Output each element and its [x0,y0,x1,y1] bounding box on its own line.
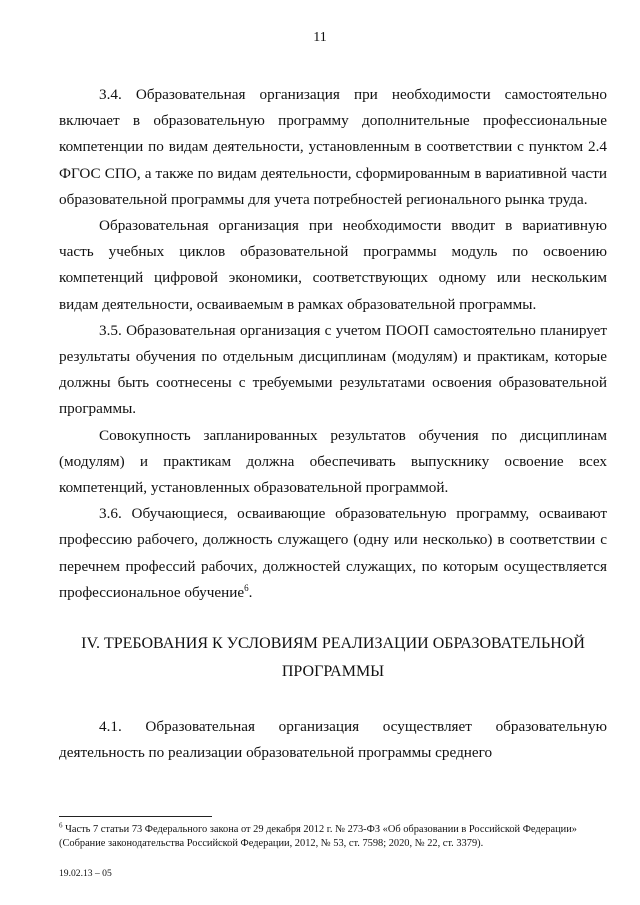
heading-spacer [59,686,607,714]
paragraph-4-1: 4.1. Образовательная организация осуществляет образовательную деятельность по реализации образовательной программы среднего [59,718,607,762]
paragraph-learning-outcomes: Совокупность запланированных результатов обучения по дисциплинам (модулям) и практикам должна обеспечивать выпускнику освоение всех компетенций, установленных образовательной программой. [59,426,607,497]
footnote-text: Часть 7 статьи 73 Федерального закона от 29 декабря 2012 г. № 273-ФЗ «Об образовании в Российской Федерации» (Собрание законодательства Российской Федерации, 2012, № 53, ст. 7598; 2020, № 22, ст. 3379). [59,824,577,849]
footnote-separator [59,816,212,817]
paragraph-digital-economy: Образовательная организация при необходимости вводит в вариативную часть учебных циклов образовательной программы модуль по освоению компетенций цифровой экономики, соответствующих одному или нескольким видам деятельности, осваиваемым в рамках образовательной программы. [59,217,607,313]
section-heading [59,630,607,686]
footnote [59,823,611,851]
section-heading-line-1: IV. ТРЕБОВАНИЯ К УСЛОВИЯМ РЕАЛИЗАЦИИ ОБРАЗОВАТЕЛЬНОЙ [81,635,585,653]
document-code: 19.02.13 – 05 [59,868,112,879]
footnote-reference: 6 [244,582,249,593]
page-number: 11 [313,30,327,45]
paragraph-3-6: 3.6. Обучающиеся, осваивающие образовательную программу, осваивают профессию рабочего, должность служащего (одну или несколько) в соответствии с перечнем профессий рабочих, должностей служащих, по которым осуществляется профессиональное обучение$^6$. [59,505,607,601]
footnote-marker: 6 [59,821,63,830]
body-text [59,82,607,766]
section-heading-line-2: ПРОГРАММЫ [281,663,385,681]
paragraph-3-6-text: 3.6. Обучающиеся, осваивающие образовательную программу, осваивают профессию рабочего, должность служащего (одну или несколько) в соответствии с перечнем профессий рабочих, должностей служащих, по которым осуществляется профессиональное обучение [59,505,607,601]
paragraph-3-5: 3.5. Образовательная организация с учетом ПООП самостоятельно планирует результаты обучения по отдельным дисциплинам (модулям) и практикам, которые должны быть соотнесены с требуемыми результатами освоения образовательной программы. [59,321,607,418]
paragraph-3-4: 3.4. Образовательная организация при необходимости самостоятельно включает в образовательную программу дополнительные профессиональные компетенции по видам деятельности, установленным в соответствии с пунктом 2.4 ФГОС СПО, а также по видам деятельности, сформированным в вариативной части образовательной программы для учета потребностей регионального рынка труда. [59,86,607,208]
